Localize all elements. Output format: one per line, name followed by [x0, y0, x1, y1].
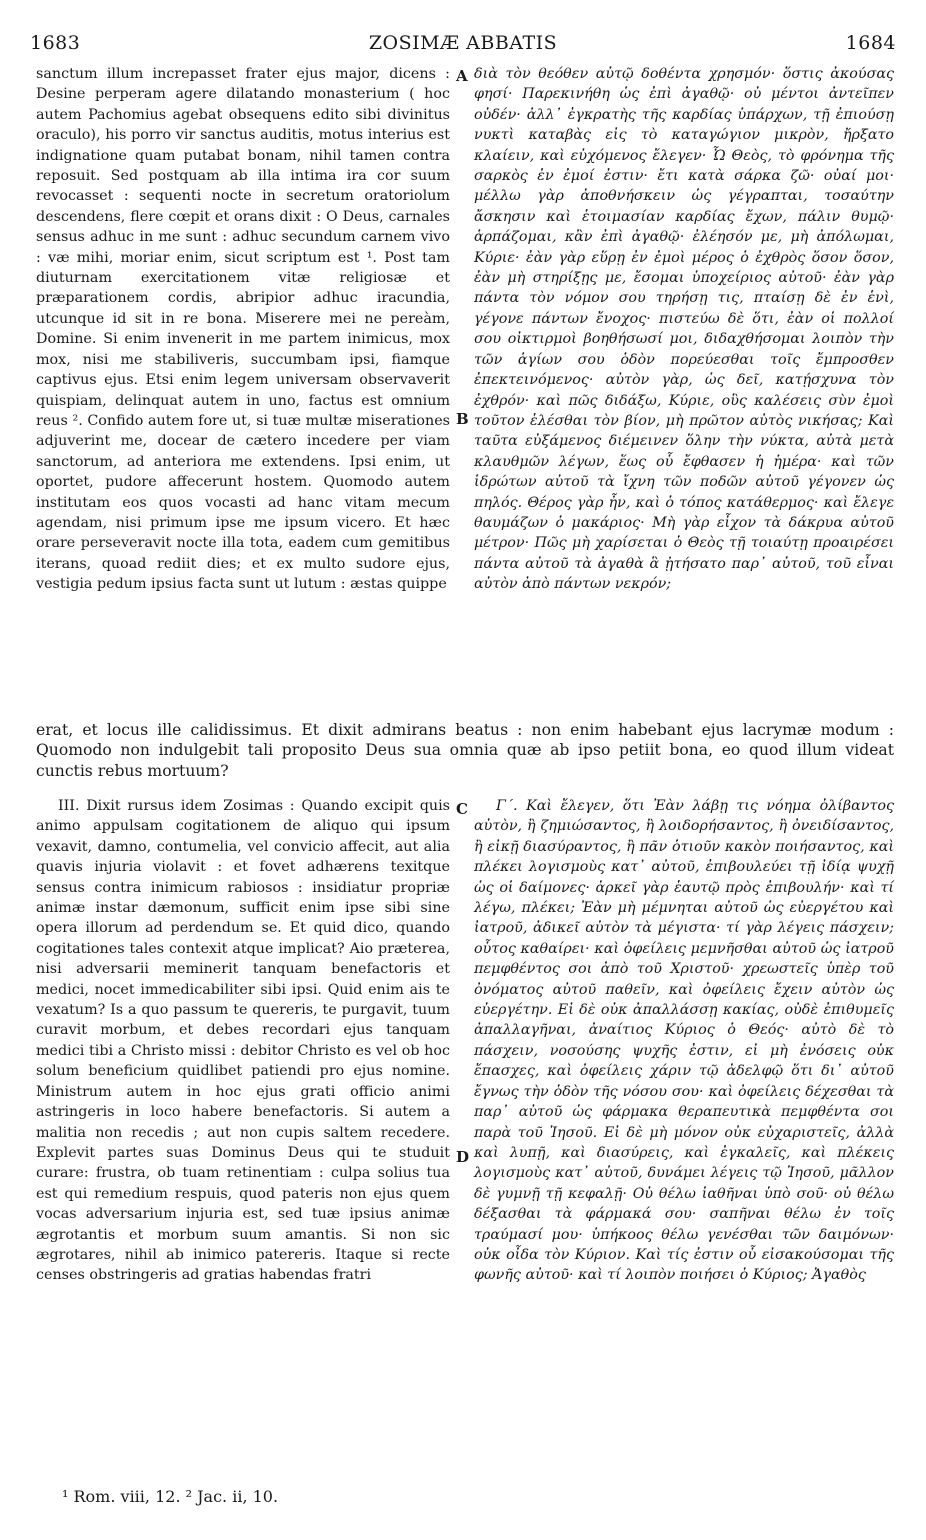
margin-marker-a: A: [456, 67, 468, 85]
margin-marker-c: C: [456, 800, 468, 818]
greek-text-2: Γ΄. Καὶ ἔλεγεν, ὅτι Ἐὰν λάβῃ τις νόημα ὀλίβαντος αὐτὸν, ἢ ζημιώσαντος, ἢ λοιδορήσαντος, ἢ ὀνειδίσαντος, ἢ εἰκῇ διασύραντος, ἢ πᾶν ὁτιοῦν κακὸν ποιήσαντος, καὶ πλέκει λογισμοὺς κατ᾿ αὐτοῦ, ἐπιβουλεύει τῇ ἰδίᾳ ψυχῇ ὡς οἱ δαίμονες· ἀρκεῖ γὰρ ἑαυτῷ πρὸς ἐπιβουλήν· καὶ τί λέγω, πλέκει; Ἐὰν μὴ μέμνηται αὐτοῦ ὡς εὐεργέτου καὶ ἰατροῦ, ἀδικεῖ αὐτὸν τὰ μέγιστα· τί γὰρ λέγεις πάσχειν; οὗτος καθαίρει· καὶ ὀφείλεις μεμνῆσθαι αὐτοῦ ὡς ἰατροῦ πεμφθέντος σοι ἀπὸ τοῦ Χριστοῦ· χρεωστεῖς ὑπὲρ τοῦ ὀνόματος αὐτοῦ παθεῖν, καὶ ὀφείλεις ἔχειν αὐτὸν ὡς εὐεργέτην. Εἰ δὲ οὐκ ἀπαλλάσσῃ κακίας, οὐδὲ ἐπιθυμεῖς ἀπαλλαγῆναι, ἀναίτιος Κύριος ὁ Θεός· αὐτὸ δὲ τὸ πάσχειν, νοσούσης ψυχῆς ἐστιν, εἰ μὴ ἐνόσεις οὐκ ἔπασχες, καὶ ὀφείλεις χάριν τῷ ἀδελφῷ ὅτι δι᾿ αὐτοῦ ἔγνως τὴν ὁδὸν τῆς νόσου σου· καὶ ὀφείλεις δέχεσθαι τὰ παρ᾿ αὐτοῦ ὡς φάρμακα θεραπευτικὰ πεμφθέντα σοι παρὰ τοῦ Ἰησοῦ. Εἰ δὲ μὴ μόνον οὐκ εὐχαριστεῖς, ἀλλὰ καὶ λυπῇ, καὶ διασύρεις, καὶ ἐγκαλεῖς, καὶ πλέκεις λογισμοὺς κατ᾿ αὐτοῦ, δυνάμει λέγεις τῷ Ἰησοῦ, μᾶλλον δὲ γυμνῇ τῇ κεφαλῇ· Οὐ θέλω ἰαθῆναι ὑπὸ σοῦ· οὐ θέλω δέξασθαι τὰ φάρμακά σου· σαπῆναι θέλω ἐν τοῖς τραύμασί μου· ὑπήκοος θέλω γενέσθαι τῶν δαιμόνων· οὐκ οἶδα τὸν Κύριον. Καὶ τίς ἐστιν οὗ εἰσακούσομαι τῆς φωνῆς αὐτοῦ· καὶ τί λοιπὸν ποιήσει ὁ Κύριος; Ἀγαθὸς: [474, 798, 894, 1284]
latin-column-section-2: [36, 796, 450, 1456]
margin-marker-b: B: [456, 410, 469, 428]
left-column-number: 1683: [30, 32, 81, 54]
full-width-text: erat, et locus ille calidissimus. Et dixit admirans beatus : non enim habebant ejus lacrymæ modum : Quomodo non indulgebit tali proposito Deus sua omnia quæ ab ipso petiit bona, eo quod illum videat cunctis rebus mortuum?: [36, 721, 894, 780]
latin-column-section-1: [36, 64, 450, 714]
right-column-number: 1684: [845, 32, 896, 54]
greek-column-section-1: [474, 64, 894, 714]
greek-column-section-2: [474, 796, 894, 1456]
running-header: [30, 32, 896, 58]
full-width-continuation: [36, 720, 894, 781]
margin-marker-d: D: [456, 1148, 470, 1166]
running-title: ZOSIMÆ ABBATIS: [368, 32, 558, 54]
footnotes: ¹ Rom. viii, 12. ² Jac. ii, 10.: [62, 1487, 279, 1506]
latin-text-1: sanctum illum increpasset frater ejus major, dicens : Desine perperam agere dilatando monasterium ( hoc autem Pachomius agebat obsequens edito sibi divinitus oraculo), his porro vir sanctus auditis, motus interius est indignatione quam putabat bonam, nihil tamen contra reposuit. Sed postquam ab illa intima ira cor suum revocasset : sequenti nocte in secretum oratoriolum descendens, flere cœpit et orans dixit : O Deus, carnales sensus adhuc in me sunt : adhuc secundum carnem vivo : væ mihi, moriar enim, sicut scriptum est ¹. Post tam diuturnam exercitationem vitæ religiosæ et præparationem cordis, abripior adhuc iracundia, utcunque id sit in re bona. Miserere mei ne pereàm, Domine. Si enim invenerit in me partem inimicus, mox mox, nisi me stabiliveris, succumbam ipsi, fiamque captivus ejus. Etsi enim legem universam observaverit quispiam, delinquat autem in uno, factus est omnium reus ². Confido autem fore ut, si tuæ multæ miserationes adjuverint me, docear de cætero incedere per viam sanctorum, ad anteriora me extendens. Ipsi enim, ut oportet, pudore affecerunt hostem. Quomodo autem institutam eos quos vocasti ad hanc vitam mecum agendam, nisi primum ipse me ipsum vicero. Et hæc orare perseveravit nocte illa tota, eadem cum gemitibus iterans, quoad rediit dies; et ex multo sudore ejus, vestigia pedum ipsius facta sunt ut lutum : æstas quippe: [36, 66, 450, 593]
greek-text-1: διὰ τὸν θεόθεν αὐτῷ δοθέντα χρησμόν· ὅστις ἀκούσας φησί· Παρεκινήθη ὡς ἐπὶ ἀγαθῷ· οὐ μέντοι ἀντεῖπεν οὐδέν· ἀλλ᾿ ἐγκρατὴς τῆς καρδίας ὑπάρχων, τῇ ἐπιούσῃ νυκτὶ καταβὰς εἰς τὸ καταγώγιον μικρὸν, ἤρξατο κλαίειν, καὶ εὐχόμενος ἔλεγεν· Ὦ Θεὸς, τὸ φρόνημα τῆς σαρκὸς ἐν ἐμοί ἐστιν· ἔτι κατὰ σάρκα ζῶ· οὐαί μοι· μέλλω γὰρ ἀποθνήσκειν ὡς γέγραπται, τοσαύτην ἄσκησιν καὶ ἑτοιμασίαν καρδίας ἔχων, πάλιν θυμῷ· ἁρπάζομαι, κἂν ἐπὶ ἀγαθῷ· ἐλέησόν με, μὴ ἀπόλωμαι, Κύριε· ἐὰν γὰρ εὕρῃ ἐν ἐμοὶ μέρος ὁ ἐχθρὸς ὅσον ὅσον, ἐὰν μὴ στηρίξῃς με, ἔσομαι ὑποχείριος αὐτοῦ· ἐὰν γὰρ πάντα τὸν νόμον σου τηρήσῃ τις, πταίσῃ δὲ ἐν ἑνὶ, γέγονε πάντων ἔνοχος· πιστεύω δὲ ὅτι, ἐὰν οἱ πολλοί σου οἰκτιρμοὶ βοηθήσωσί μοι, διδαχθήσομαι λοιπὸν τὴν τῶν ἁγίων σου ὁδὸν πορεύεσθαι τοῖς ἔμπροσθεν ἐπεκτεινόμενος· αὐτὸν γὰρ, ὡς δεῖ, κατῄσχυνα τὸν ἐχθρόν· καὶ πῶς διδάξω, Κύριε, οὓς καλέσεις σὺν ἐμοὶ τοῦτον ἑλέσθαι τὸν βίον, μὴ πρῶτον αὐτὸς νικήσας; Καὶ ταῦτα εὐξάμενος διέμεινεν ὅλην τὴν νύκτα, αὐτὰ μετὰ κλαυθμῶν λέγων, ἕως οὗ ἔφθασεν ἡ ἡμέρα· καὶ τῶν ἱδρώτων αὐτοῦ τὰ ἴχνη τῶν ποδῶν αὐτοῦ γέγονεν ὡς πηλός. Θέρος γὰρ ἦν, καὶ ὁ τόπος κατάθερμος· καὶ ἔλεγε θαυμάζων ὁ μακάριος· Μὴ γὰρ εἶχον τὰ δάκρυα αὐτοῦ μέτρον· Πῶς μὴ χαρίσεται ὁ Θεὸς τῇ τοιαύτῃ προαιρέσει πάντα αὐτοῦ τὰ ἀγαθὰ ἃ ᾐτήσατο παρ᾿ αὐτοῦ, τοῦ εἶναι αὐτὸν ἀπὸ πάντων νεκρόν;: [474, 66, 894, 593]
latin-text-2: III. Dixit rursus idem Zosimas : Quando excipit quis animo appulsam cogitationem de aliquo qui ipsum vexavit, damno, contumelia, vel convicio affecit, aut alia quavis injuria violavit : et fovet adhærens texitque sensus contra inimicum rabiosos : insidiatur propriæ animæ instar dæmonum, sufficit enim ipse sibi sine opera illorum ad perdendum se. Et quid dico, quando cogitationes tales contexit atque implicat? Aio præterea, nisi adversarii meminerit tanquam benefactoris et medici, nocet immedicabiliter sibi ipsi. Quid enim ais te vexatum? Is a quo passum te quereris, te purgavit, tuum curavit morbum, et debes recordari ejus tanquam medici tibi a Christo missi : debitor Christo es vel ob hoc solum beneficium quidlibet patiendi pro ejus nomine. Ministrum autem in hoc ejus grati officio animi astringeris in loco habere benefactoris. Si autem a malitia non recedis ; aut non cupis saltem recedere. Explevit partes suas Dominus Deus qui te studuit curare: frustra, ob tuam retinentiam : culpa solius tua est qui remedium respuis, quod pateris non ejus quem vocas adversarium injuria est, sed tuæ ipsius animæ ægrotantis et morbum suum amantis. Si non sic ægrotares, nihil ab inimico patereris. Itaque si recte censes obstringeris ad gratias habendas fratri: [36, 798, 450, 1284]
